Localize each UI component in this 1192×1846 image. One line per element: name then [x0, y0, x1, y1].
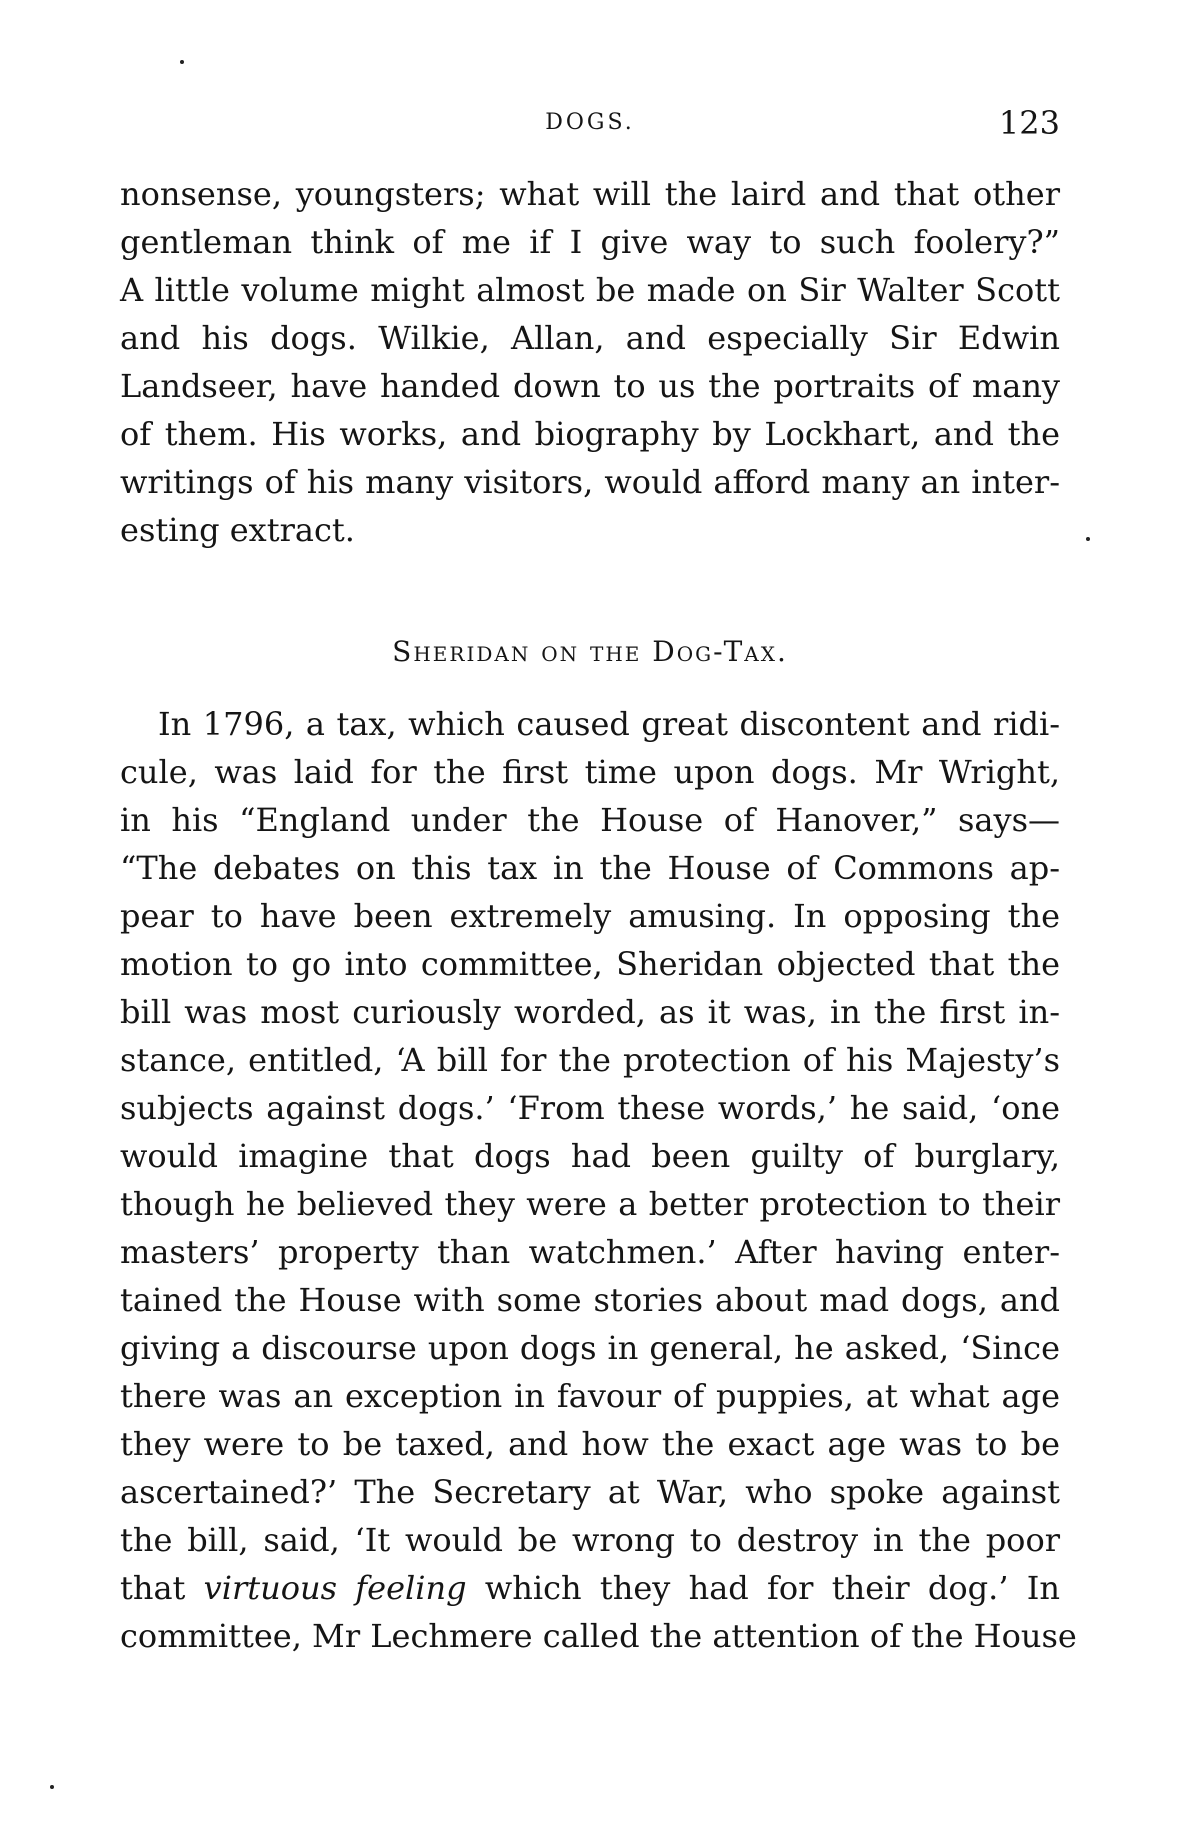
running-head: DOGS. [545, 110, 635, 135]
text-span: that [120, 1569, 204, 1607]
text-line: they were to be taxed, and how the exact age was to be [120, 1425, 1060, 1463]
paragraph-2 [120, 700, 1077, 1660]
page-number: 123 [998, 104, 1060, 142]
page-header [120, 104, 1060, 150]
text-line: A little volume might almost be made on Sir Walter Scott [120, 271, 1060, 309]
text-line: In 1796, a tax, which caused great discontent and ridi- [158, 705, 1060, 743]
text-line: would imagine that dogs had been guilty of burglary, [120, 1137, 1060, 1175]
text-line: Landseer, have handed down to us the portraits of many [120, 367, 1060, 405]
speck-mark [1086, 537, 1090, 541]
paragraph-1 [120, 170, 1060, 554]
text-span: which they had for their dog.’ In [466, 1569, 1061, 1607]
speck-mark [180, 60, 184, 64]
text-line: “The debates on this tax in the House of Commons ap- [120, 849, 1060, 887]
text-line: subjects against dogs.’ ‘From these words,’ he said, ‘one [120, 1089, 1060, 1127]
text-line: bill was most curiously worded, as it was, in the first in- [120, 993, 1060, 1031]
text-line: though he believed they were a better protection to their [120, 1185, 1060, 1223]
text-line: gentleman think of me if I give way to such foolery?” [120, 223, 1060, 261]
text-line: committee, Mr Lechmere called the attention of the House [120, 1617, 1077, 1655]
text-line: there was an exception in favour of puppies, at what age [120, 1377, 1060, 1415]
text-line: motion to go into committee, Sheridan objected that the [120, 945, 1060, 983]
text-line: giving a discourse upon dogs in general, he asked, ‘Since [120, 1329, 1060, 1367]
section-heading: Sheridan on the Dog-Tax. [392, 635, 788, 668]
text-line: in his “England under the House of Hanover,” says— [120, 801, 1060, 839]
text-line: esting extract. [120, 511, 355, 549]
text-line: and his dogs. Wilkie, Allan, and especially Sir Edwin [120, 319, 1060, 357]
text-line: writings of his many visitors, would afford many an inter- [120, 463, 1060, 501]
text-line: tained the House with some stories about mad dogs, and [120, 1281, 1060, 1319]
text-line [120, 1564, 1060, 1612]
text-line: nonsense, youngsters; what will the laird and that other [120, 175, 1060, 213]
italic-phrase: virtuous feeling [203, 1569, 467, 1607]
text-line: the bill, said, ‘It would be wrong to destroy in the poor [120, 1521, 1060, 1559]
text-line: pear to have been extremely amusing. In opposing the [120, 897, 1060, 935]
text-line: masters’ property than watchmen.’ After having enter- [120, 1233, 1060, 1271]
text-line: of them. His works, and biography by Lockhart, and the [120, 415, 1060, 453]
text-line: cule, was laid for the first time upon dogs. Mr Wright, [120, 753, 1060, 791]
text-line: ascertained?’ The Secretary at War, who spoke against [120, 1473, 1060, 1511]
speck-mark [50, 1785, 54, 1789]
text-line: stance, entitled, ‘A bill for the protection of his Majesty’s [120, 1041, 1060, 1079]
